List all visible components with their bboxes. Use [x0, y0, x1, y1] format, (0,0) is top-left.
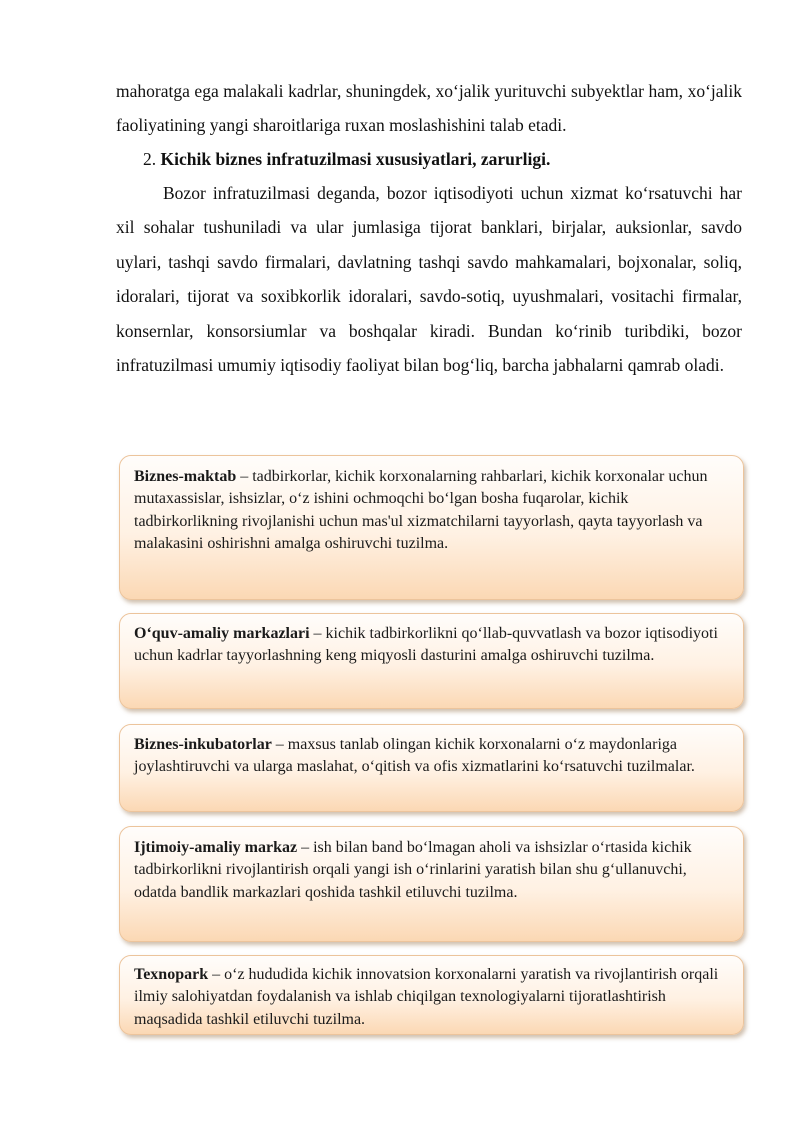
intro-text: mahoratga ega malakali kadrlar, shuningdek, xo‘jalik yurituvchi subyektlar ham, xo‘jalik faoliyatining yangi sharoitlariga ruxan moslashishini talab etadi. [116, 81, 742, 136]
card-term: Biznes-inkubatorlar [134, 736, 272, 753]
card-definition: – tadbirkorlar, kichik korxonalarning rahbarlari, kichik korxonalar uchun mutaxassislar, ishsizlar, o‘z ishini ochmoqchi bo‘lgan bosha fuqarolar, kichik tadbirkorlikning rivojlanishi uchun mas'ul xizmatchilarni tayyorlash, qayta tayyorlash va malakasini oshirishni amalga oshiruvchi tuzilma. [134, 468, 708, 553]
card-definition: – o‘z hududida kichik innovatsion korxonalarni yaratish va rivojlantirish orqali ilmiy salohiyatdan foydalanish va ishlab chiqilgan texnologiyalarni tijoratlashtirish maqsadida tashkil etiluvchi tuzilma. [134, 966, 719, 1028]
section-heading [143, 142, 550, 176]
section-title: Kichik biznes infratuzilmasi xususiyatlari, zarurligi. [160, 149, 551, 169]
card-term: Biznes-maktab [134, 468, 237, 485]
card-term: Texnopark [134, 966, 209, 983]
section-number: 2. [143, 149, 157, 169]
definition-card-ijtimoiy-amaliy-markaz [119, 826, 744, 942]
definition-card-biznes-inkubatorlar [119, 724, 744, 812]
intro-paragraph [116, 74, 742, 143]
definition-card-oquv-amaliy-markazlari [119, 613, 744, 709]
definition-card-biznes-maktab [119, 455, 744, 600]
card-term: O‘quv-amaliy markazlari [134, 625, 310, 642]
main-paragraph [116, 176, 742, 382]
card-term: Ijtimoiy-amaliy markaz [134, 839, 298, 856]
card-definition: – maxsus tanlab olingan kichik korxonalarni o‘z maydonlariga joylashtiruvchi va ularga maslahat, o‘qitish va ofis xizmatlarini ko‘rsatuvchi tuzilmalar. [134, 736, 695, 776]
card-definition: – kichik tadbirkorlikni qo‘llab-quvvatlash va bozor iqtisodiyoti uchun kadrlar tayyorlashning keng miqyosli dasturini amalga oshiruvchi tuzilma. [134, 625, 718, 665]
definition-card-texnopark [119, 955, 744, 1035]
main-paragraph-text: Bozor infratuzilmasi deganda, bozor iqtisodiyoti uchun xizmat ko‘rsatuvchi har xil sohalar tushuniladi va ular jumlasiga tijorat banklari, birjalar, auksionlar, savdo uylari, tashqi savdo firmalari, davlatning tashqi savdo mahkamalari, bojxonalar, soliq, idoralari, tijorat va soxibkorlik idoralari, savdo-sotiq, uyushmalari, vositachi firmalar, konsernlar, konsorsiumlar va boshqalar kiradi. Bundan ko‘rinib turibdiki, bozor infratuzilmasi umumiy iqtisodiy faoliyat bilan bog‘liq, barcha jabhalarni qamrab oladi. [116, 183, 742, 376]
card-definition: – ish bilan band bo‘lmagan aholi va ishsizlar o‘rtasida kichik tadbirkorlikni rivojlantirish orqali yangi ish o‘rinlarini yaratish bilan shu g‘ullanuvchi, odatda bandlik markazlari qoshida tashkil etiluvchi tuzilma. [134, 839, 692, 901]
